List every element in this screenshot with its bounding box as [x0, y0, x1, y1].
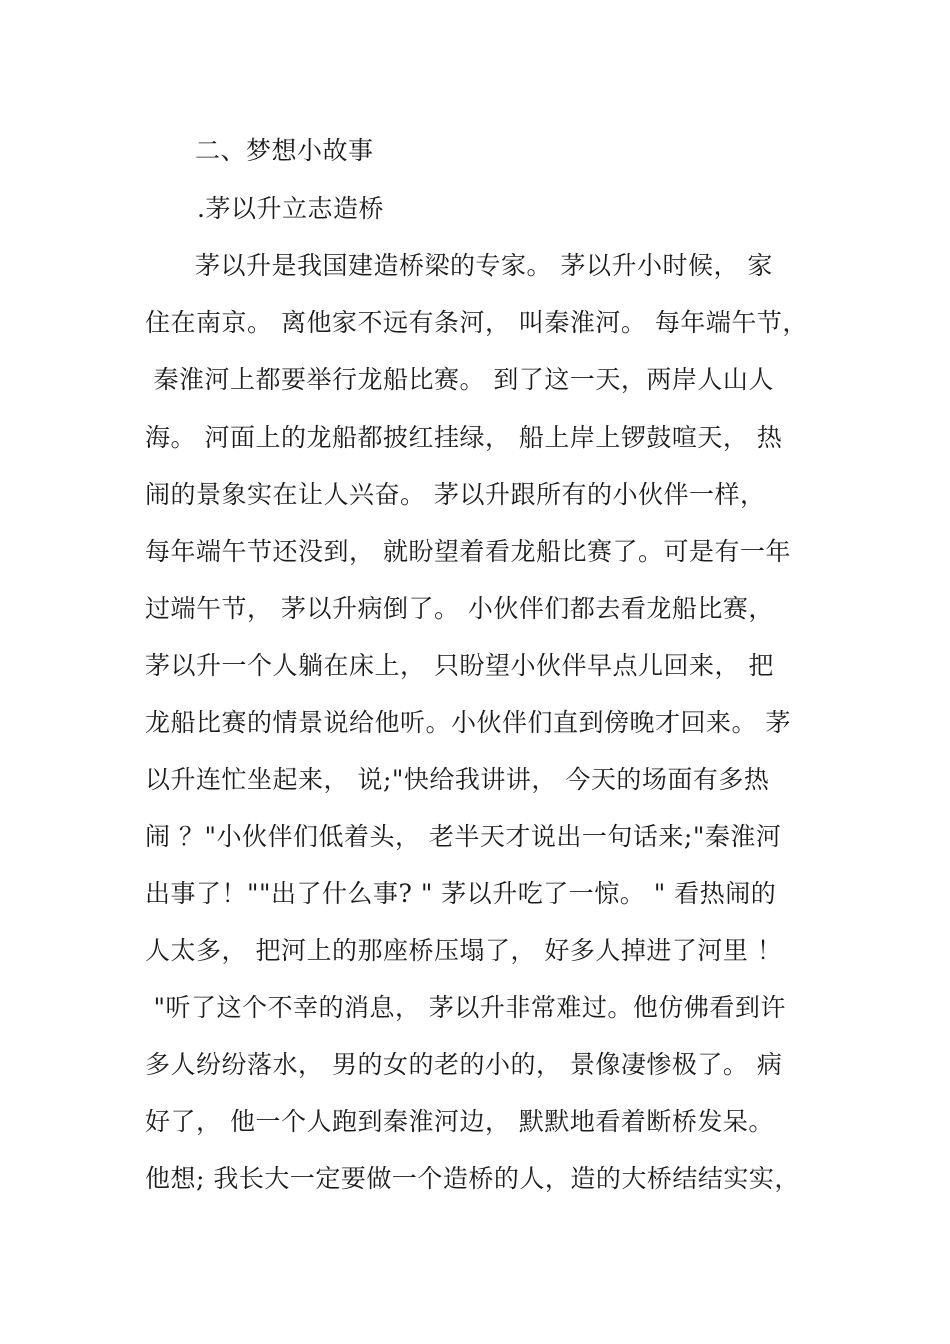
section-heading: 二、梦想小故事 [195, 136, 374, 165]
body-line-2: 住在南京。 离他家不远有条河， 叫秦淮河。 每年端午节， [145, 308, 808, 337]
body-line-5: 闹的景象实在让人兴奋。 茅以升跟所有的小伙伴一样， [145, 480, 766, 509]
body-line-9: 龙船比赛的情景说给他听。小伙伴们直到傍晚才回来。 茅 [145, 708, 791, 737]
body-line-17: 他想; 我长大一定要做一个造桥的人，造的大桥结结实实， [145, 1164, 800, 1193]
body-line-1: 茅以升是我国建造桥梁的专家。 茅以升小时候， 家 [195, 251, 773, 280]
body-line-16: 好了， 他一个人跑到秦淮河边， 默默地看着断桥发呆。 [145, 1107, 774, 1136]
story-title: .茅以升立志造桥 [197, 194, 384, 223]
body-line-6: 每年端午节还没到， 就盼望着看龙船比赛了。可是有一年 [145, 537, 791, 566]
body-line-14: "听了这个不幸的消息， 茅以升非常难过。他仿佛看到许 [145, 993, 786, 1022]
body-line-15: 多人纷纷落水， 男的女的老的小的， 景像凄惨极了。 病 [145, 1050, 783, 1079]
body-line-11: 闹 ？"小伙伴们低着头， 老半天才说出一句话来;"秦淮河 [145, 822, 782, 851]
body-line-12: 出事了！""出了什么事? " 茅以升吃了一惊。 " 看热闹的 [145, 879, 777, 908]
body-line-7: 过端午节， 茅以升病倒了。 小伙伴们都去看龙船比赛， [145, 594, 774, 623]
body-line-10: 以升连忙坐起来， 说;"快给我讲讲， 今天的场面有多热 [145, 765, 770, 794]
body-line-8: 茅以升一个人躺在床上， 只盼望小伙伴早点儿回来， 把 [145, 651, 774, 680]
body-line-13: 人太多， 把河上的那座桥压塌了， 好多人掉进了河里 ！ [145, 936, 783, 965]
body-line-4: 海。 河面上的龙船都披红挂绿， 船上岸上锣鼓喧天， 热 [145, 423, 783, 452]
body-line-3: 秦淮河上都要举行龙船比赛。 到了这一天，两岸人山人 [145, 365, 774, 394]
